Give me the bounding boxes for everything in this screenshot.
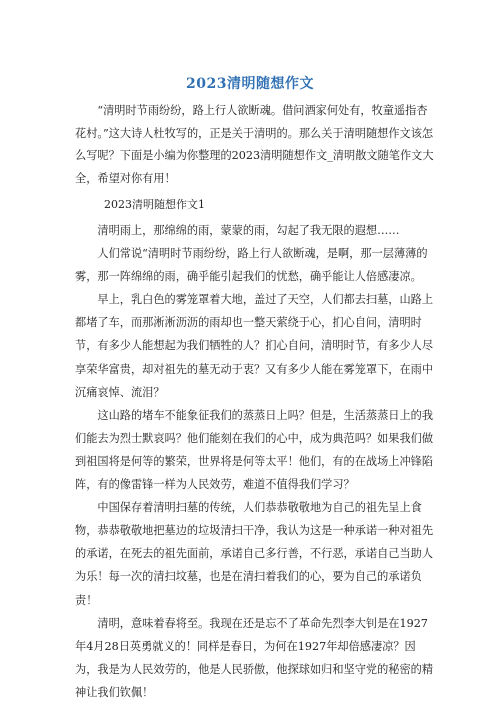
essay-paragraph-5: 中国保存着清明扫墓的传统，人们恭恭敬敬地为自己的祖先呈上食物，恭恭敬敬地把墓边的垃圾清扫干净，我认为这是一种承诺一种对祖先的承诺，在死去的祖先面前，承诺自己多行善，不行恶，承诺自己当助人为乐！每一次的清扫坟墓，也是在清扫着我们的心，要为自己的承诺负责！ xyxy=(75,501,434,607)
essay-paragraph-1: 清明雨上，那绵绵的雨，蒙蒙的雨，勾起了我无限的遐想…… xyxy=(97,224,400,237)
document-title: 2023清明随想作文 xyxy=(186,76,314,92)
essay-paragraph-3: 早上，乳白色的雾笼罩着大地，盖过了天空，人们都去扫墓，山路上都堵了车，而那淅淅沥沥的雨却也一整天萦绕于心，扪心自问，清明时节，有多少人能想起为我们牺牲的人？扪心自问，清明时节，有多少人尽享荣华富贵，却对祖先的墓无动于衷？又有多少人能在雾笼罩下，在雨中沉痛哀悼、流泪？ xyxy=(75,293,434,399)
essay-paragraph-4: 这山路的堵车不能象征我们的蒸蒸日上吗？但是，生活蒸蒸日上的我们能去为烈士默哀吗？他们能刻在我们的心中，成为典范吗？如果我们做到祖国将是何等的繁荣，世界将是何等太平！他们，有的在战场上冲锋陷阵，有的像雷锋一样为人民效劳，难道不值得我们学习？ xyxy=(75,408,434,492)
essay-body xyxy=(75,219,437,704)
section-heading: 2023清明随想作文1 xyxy=(104,198,205,211)
essay-paragraph-2: 人们常说“清明时节雨纷纷，路上行人欲断魂，是啊，那一层薄薄的雾，那一阵绵绵的雨，确乎能引起我们的忧愁，确乎能让人倍感凄凉。 xyxy=(75,247,428,284)
essay-paragraph-6: 清明，意味着春将至。我现在还是忘不了革命先烈李大钊是在1927年4月28日英勇就义的！同样是春日，为何在1927年却倍感凄凉？因为，我是为人民效劳的，他是人民骄傲，他探球如归和坚守党的秘密的精神让我们钦佩！ xyxy=(75,616,434,699)
intro-paragraph: “清明时节雨纷纷，路上行人欲断魂。借问酒家何处有，牧童遥指杏花村。”这大诗人杜牧写的，正是关于清明的。那么关于清明随想作文该怎么写呢？下面是小编为你整理的2023清明随想作文_清明散文随笔作文大全，希望对你有用！ xyxy=(75,104,434,185)
